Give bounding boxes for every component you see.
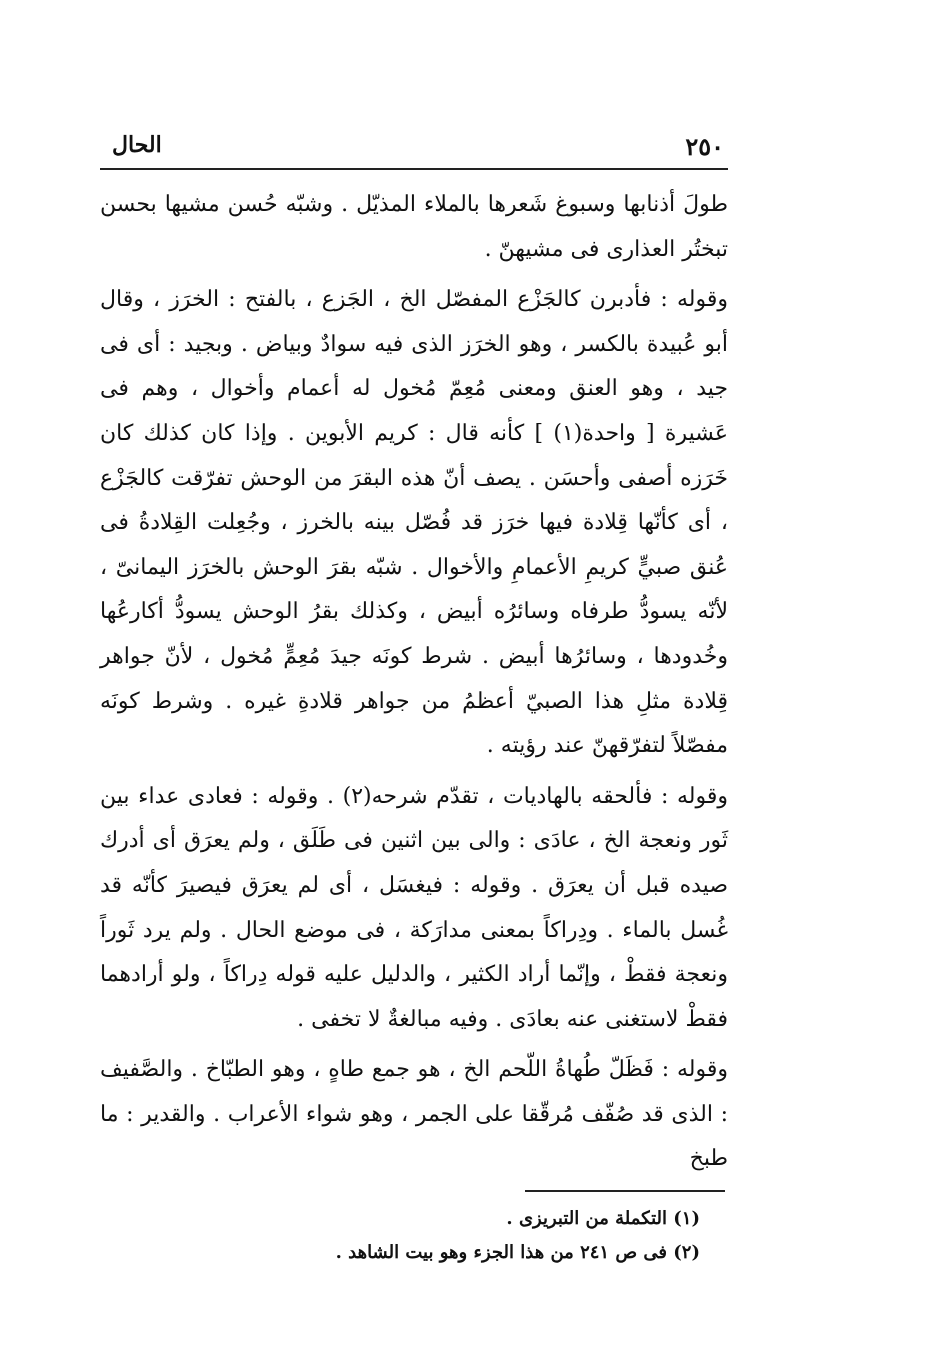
page-number: ٢٥٠ xyxy=(685,132,724,161)
footnote-divider xyxy=(525,1190,725,1192)
paragraph-1: طولَ أذنابها وسبوغ شَعرها بالملاء المذيّل . وشبّه حُسن مشيها بحسن تبختُر العذارى فى مشيهنّ . xyxy=(100,192,728,262)
footnote-2: (٢) فى ص ٢٤١ من هذا الجزء وهو بيت الشاهد . xyxy=(335,1242,700,1263)
page-header xyxy=(100,124,728,164)
paragraph-4: وقوله : فَظَلّ طُهاةُ اللّحم الخ ، هو جمع طاهٍ ، وهو الطبّاخ . والصَّفيف : الذى قد صُفّف مُرقّقا على الجمر ، وهو شواء الأعراب . والقدير : ما طبخ xyxy=(100,1057,728,1172)
footnote-1: (١) التكملة من التبريزى . xyxy=(506,1208,700,1229)
main-text xyxy=(100,183,728,1182)
header-divider xyxy=(100,168,728,170)
footnotes xyxy=(100,1202,700,1270)
paragraph-2: وقوله : فأدبرن كالجَزْع المفصّل الخ ، الجَزع ، بالفتح : الخرَز ، وقال أبو عُبيدة بالكسر ، وهو الخرَز الذى فيه سوادٌ وبياض . وبجيد : أى فى جيد ، وهو العنق ومعنى مُعِمّ مُخول له أعمام وأخوال ، وهم فى عَشيرة [ واحدة(١) ] كأنه قال : كريم الأبوين . وإذا كان كذلك كان خَرَزه أصفى وأحسَن . يصف أنّ هذه البقرَ من الوحش تفرّقت كالجَزْع ، أى كأنّها قِلادة فيها خرَز قد فُصّل بينه بالخرز ، وجُعِلت القِلادةُ فى عُنق صبيٍّ كريمِ الأعمامِ والأخوال . شبّه بقرَ الوحش بالخرَز اليمانىّ ، لأنّه يسودُّ طرفاه وسائرُه أبيض ، وكذلك بقرُ الوحش يسودُّ أكارعُها وخُدودها ، وسائرُها أبيض . شرط كونَه جيدَ مُعِمٍّ مُخول ، لأنّ جواهر قِلادة مثلِ هذا الصبيّ أعظمُ من جواهر قلادةِ غيره . وشرط كونَه مفصّلاً لتفرّقهنّ عند رؤيته . xyxy=(100,287,728,759)
running-title: الحال xyxy=(112,132,162,158)
paragraph-3: وقوله : فألحقه بالهاديات ، تقدّم شرحه(٢) . وقوله : فعادى عداء بين ثَور ونعجة الخ ، عادَى : والى بين اثنين فى طَلَق ، ولم يعرَق أى أدرك صيده قبل أن يعرَق . وقوله : فيغسَل ، أى لم يعرَق فيصيرَ كأنّه قد غُسل بالماء . ودِراكاً بمعنى مدارَكة ، فى موضع الحال . ولم يرد ثَوراً ونعجة فقطْ ، وإنّما أراد الكثير ، والدليل عليه قوله دِراكاً ، ولو أرادهما فقطْ لاستغنى عنه بعادَى . وفيه مبالغةٌ لا تخفى . xyxy=(100,783,728,1032)
